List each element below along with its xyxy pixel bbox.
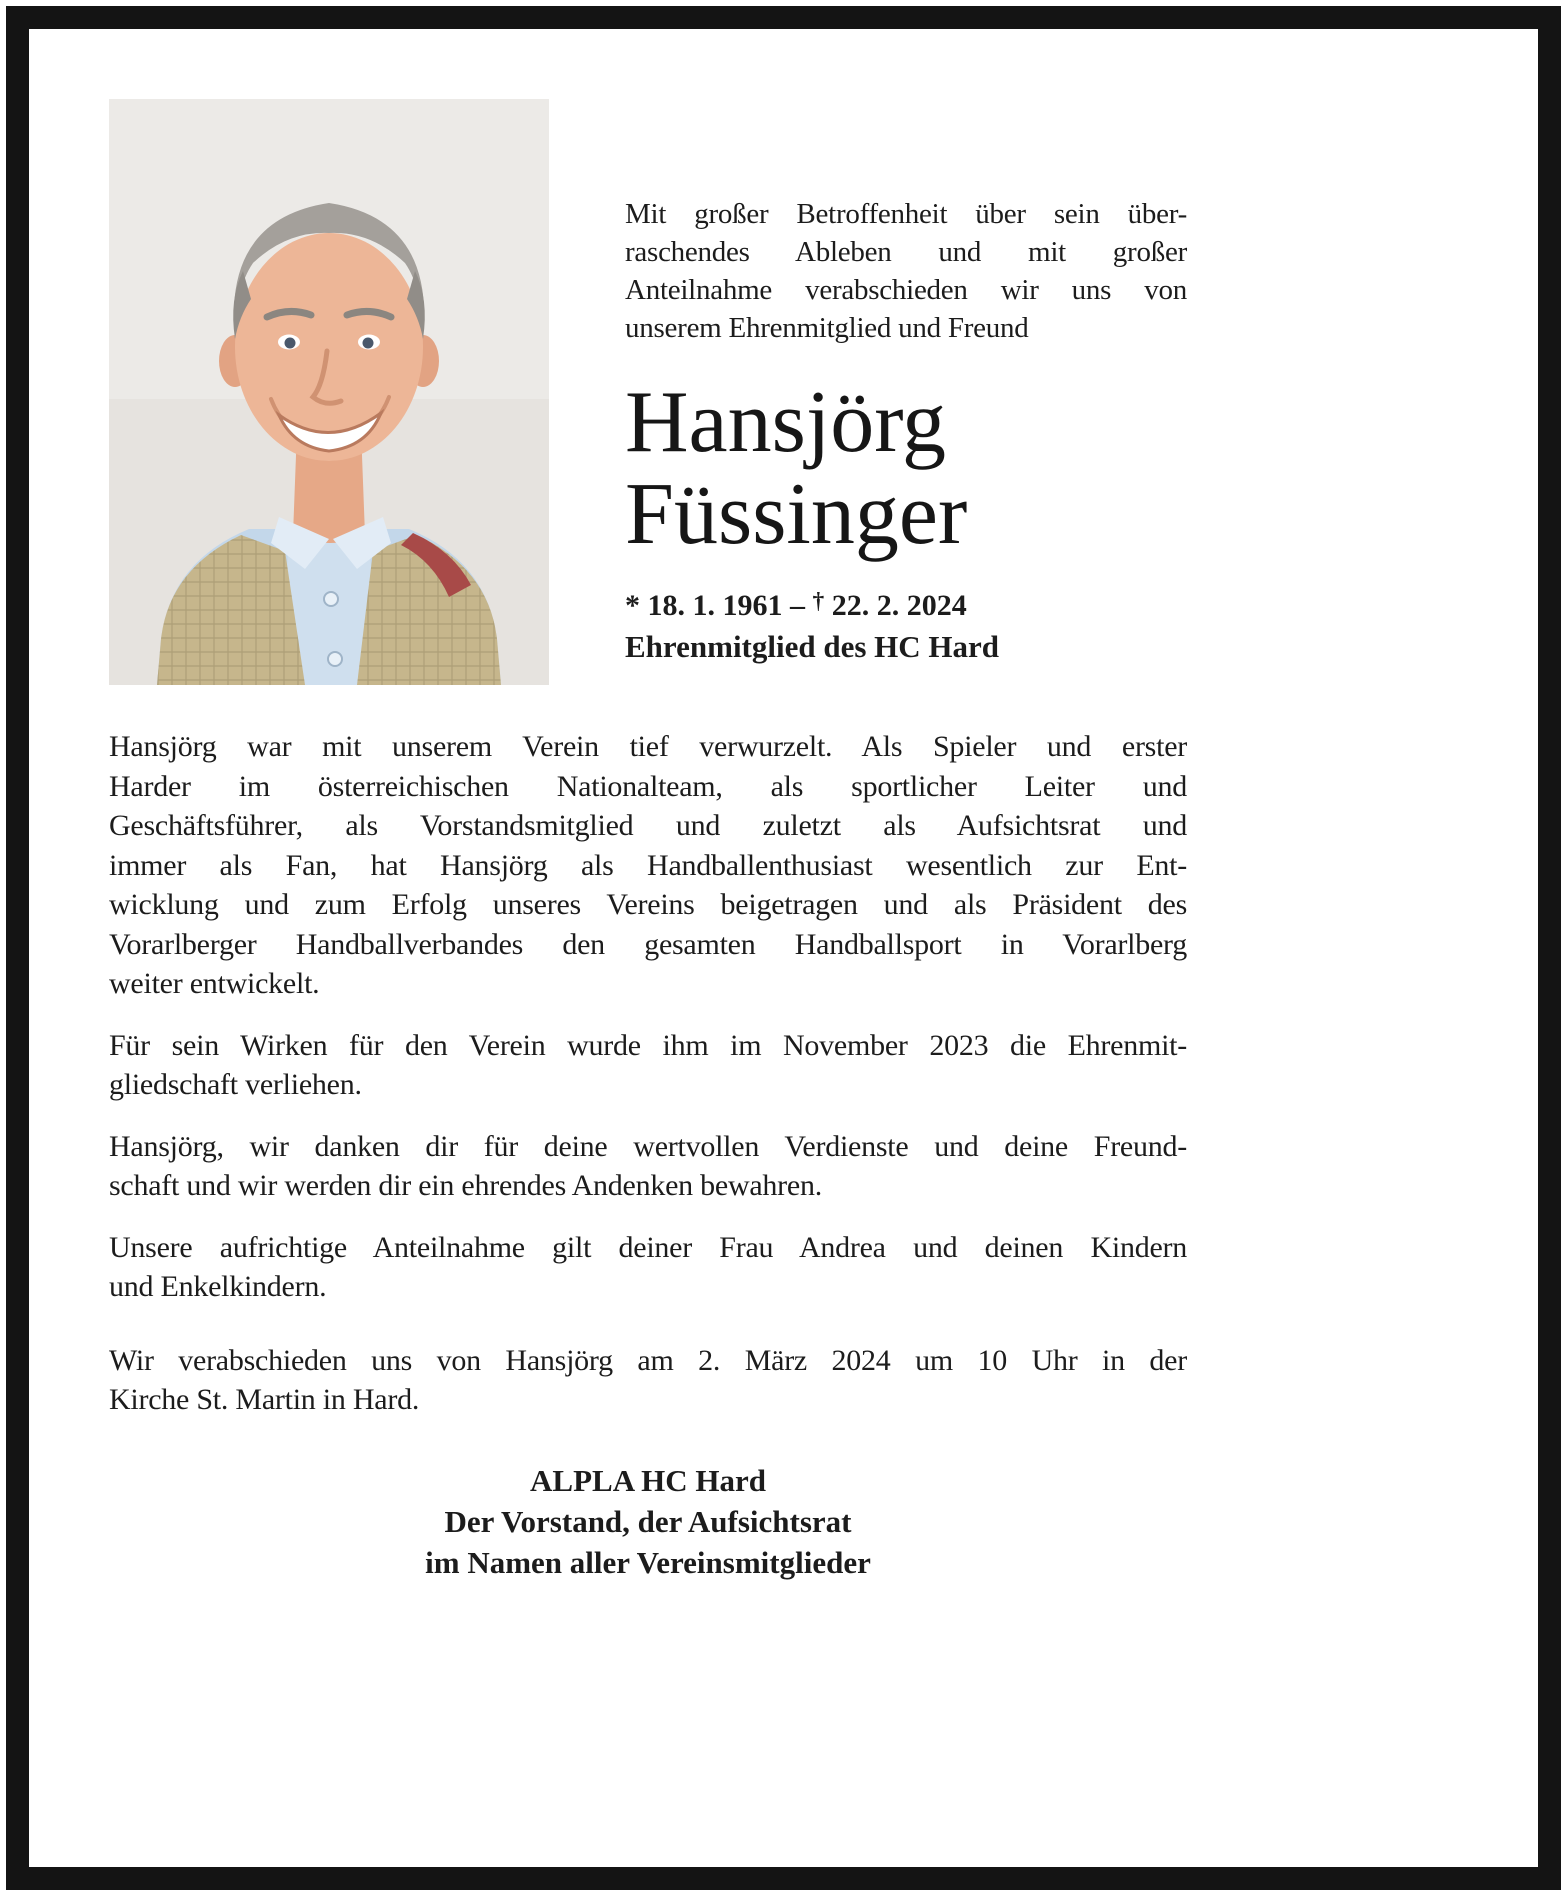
deceased-name xyxy=(625,374,1187,564)
paragraph-condolences xyxy=(109,1228,1187,1307)
intro-line: raschendes Ableben und mit großer xyxy=(625,236,1187,268)
paragraph-line: Für sein Wirken für den Verein wurde ihm im November 2023 die Ehrenmit- xyxy=(109,1028,1187,1062)
paragraph-career xyxy=(109,727,1187,1004)
paragraph-line: wicklung und zum Erfolg unseres Vereins beigetragen und als Präsident des xyxy=(109,888,1187,921)
intro-text xyxy=(625,195,1187,347)
black-frame xyxy=(6,6,1561,1890)
announcement-column xyxy=(625,99,1187,667)
deceased-first-name: Hansjörg xyxy=(625,374,947,471)
paragraph-line: Hansjörg war mit unserem Verein tief verwurzelt. Als Spieler und erster xyxy=(109,730,1187,763)
signature-block xyxy=(109,1460,1187,1583)
content-column xyxy=(109,99,1187,1583)
paragraph-thanks xyxy=(109,1127,1187,1206)
paragraph-line: immer als Fan, hat Hansjörg als Handballenthusiast wesentlich zur Ent- xyxy=(109,848,1187,882)
paragraph-farewell-service xyxy=(109,1341,1187,1420)
intro-line: unserem Ehrenmitglied und Freund xyxy=(625,312,1029,344)
paragraph-line: Geschäftsführer, als Vorstandsmitglied und zuletzt als Aufsichtsrat und xyxy=(109,809,1187,842)
deceased-last-name: Füssinger xyxy=(625,466,968,564)
paragraph-line: Hansjörg, wir danken dir für deine wertvollen Verdienste und deine Freund- xyxy=(109,1129,1187,1163)
death-symbol: † xyxy=(812,587,825,614)
signature-line: ALPLA HC Hard xyxy=(530,1462,766,1498)
honorary-title: Ehrenmitglied des HC Hard xyxy=(625,628,1000,664)
birth-symbol: * xyxy=(625,588,640,622)
paragraph-line: schaft und wir werden dir ein ehrendes Andenken bewahren. xyxy=(109,1169,822,1202)
paragraph-line: Harder im österreichischen Nationalteam, als sportlicher Leiter und xyxy=(109,769,1187,803)
paragraph-honorary-membership xyxy=(109,1026,1187,1105)
dates-separator: – xyxy=(790,588,805,622)
birth-date: 18. 1. 1961 xyxy=(647,588,783,622)
paragraph-line: Wir verabschieden uns von Hansjörg am 2. März 2024 um 10 Uhr in der xyxy=(109,1343,1187,1377)
paragraph-line: weiter entwickelt. xyxy=(109,967,320,1000)
signature-line: im Namen aller Vereinsmitglieder xyxy=(425,1544,871,1580)
portrait-illustration xyxy=(109,99,549,685)
paragraph-line: Kirche St. Martin in Hard. xyxy=(109,1383,420,1416)
obituary-body xyxy=(109,727,1187,1420)
intro-line: Anteilnahme verabschieden wir uns von xyxy=(625,274,1187,306)
paragraph-line: gliedschaft verliehen. xyxy=(109,1068,362,1101)
paragraph-line: Vorarlberger Handballverbandes den gesamten Handballsport in Vorarlberg xyxy=(109,927,1187,961)
page xyxy=(29,29,1538,1867)
signature-line: Der Vorstand, der Aufsichtsrat xyxy=(444,1503,852,1539)
header-section xyxy=(109,99,1187,685)
portrait-photo xyxy=(109,99,549,685)
life-dates xyxy=(625,582,1187,625)
paragraph-line: Unsere aufrichtige Anteilnahme gilt deiner Frau Andrea und deinen Kindern xyxy=(109,1230,1187,1264)
intro-line: Mit großer Betroffenheit über sein über- xyxy=(625,198,1187,230)
paragraph-line: und Enkelkindern. xyxy=(109,1270,327,1303)
death-date: 22. 2. 2024 xyxy=(831,588,967,622)
